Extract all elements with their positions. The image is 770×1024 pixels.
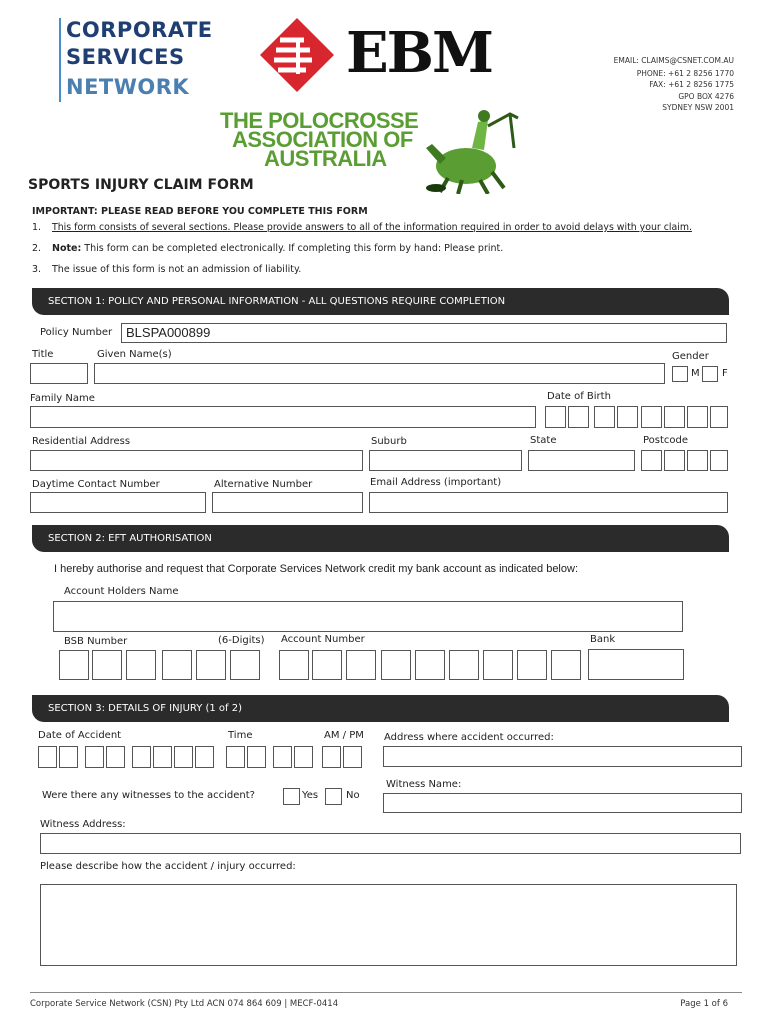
- footer-divider: [30, 992, 742, 993]
- csn-logo-line1: CORPORATE: [66, 18, 213, 42]
- bsb-digit-3[interactable]: [126, 650, 156, 680]
- csn-logo-line2: SERVICES: [66, 45, 185, 69]
- dob-label: Date of Birth: [547, 391, 611, 402]
- residential-address-label: Residential Address: [32, 436, 131, 447]
- postcode-digit-1[interactable]: [641, 450, 662, 471]
- describe-accident-textarea[interactable]: [40, 884, 737, 966]
- address-accident-field[interactable]: [383, 746, 742, 767]
- given-names-field[interactable]: [94, 363, 665, 384]
- section3-header: SECTION 3: DETAILS OF INJURY (1 of 2): [32, 695, 729, 722]
- family-name-field[interactable]: [30, 406, 536, 428]
- time-label: Time: [228, 730, 253, 741]
- state-field[interactable]: [528, 450, 635, 471]
- bsb-digit-5[interactable]: [196, 650, 226, 680]
- alternative-number-field[interactable]: [212, 492, 363, 513]
- accident-date-digit-8[interactable]: [195, 746, 214, 768]
- account-digit-9[interactable]: [551, 650, 581, 680]
- address-accident-label: Address where accident occurred:: [384, 732, 554, 743]
- contact-phone: PHONE: +61 2 8256 1770: [636, 69, 734, 78]
- given-names-label: Given Name(s): [97, 349, 172, 360]
- date-of-accident-label: Date of Accident: [38, 730, 122, 741]
- ampm-digit-1[interactable]: [322, 746, 341, 768]
- time-digit-4[interactable]: [294, 746, 313, 768]
- dob-digit-3[interactable]: [594, 406, 615, 428]
- policy-number-label: Policy Number: [40, 327, 113, 338]
- section1-header: SECTION 1: POLICY AND PERSONAL INFORMATION - ALL QUESTIONS REQUIRE COMPLETION: [32, 288, 729, 315]
- accident-date-digit-7[interactable]: [174, 746, 193, 768]
- dob-digit-5[interactable]: [641, 406, 662, 428]
- gender-m-checkbox[interactable]: [672, 366, 688, 382]
- time-digit-3[interactable]: [273, 746, 292, 768]
- polocrosse-logo-line2: ASSOCIATION OF: [232, 127, 413, 152]
- email-address-label: Email Address (important): [370, 477, 502, 488]
- witness-yes-checkbox[interactable]: [283, 788, 300, 805]
- important-item-1-num: 1.: [32, 222, 42, 233]
- dob-digit-7[interactable]: [687, 406, 708, 428]
- account-number-label: Account Number: [281, 634, 365, 645]
- important-item-3-text: The issue of this form is not an admission of liability.: [52, 264, 302, 275]
- account-digit-2[interactable]: [312, 650, 342, 680]
- ampm-label: AM / PM: [324, 730, 364, 741]
- account-holders-label: Account Holders Name: [64, 586, 179, 597]
- account-digit-5[interactable]: [415, 650, 445, 680]
- contact-email: EMAIL: CLAIMS@CSNET.COM.AU: [613, 56, 734, 65]
- alternative-number-label: Alternative Number: [214, 479, 313, 490]
- witnesses-question: Were there any witnesses to the accident?: [42, 790, 255, 801]
- footer-company: Corporate Service Network (CSN) Pty Ltd ACN 074 864 609 | MECF-0414: [30, 999, 339, 1009]
- postcode-digit-3[interactable]: [687, 450, 708, 471]
- account-digit-7[interactable]: [483, 650, 513, 680]
- footer-page-number: Page 1 of 6: [680, 999, 728, 1009]
- witness-address-label: Witness Address:: [40, 819, 126, 830]
- witness-address-field[interactable]: [40, 833, 741, 854]
- describe-accident-label: Please describe how the accident / injury occurred:: [40, 861, 296, 872]
- accident-date-digit-6[interactable]: [153, 746, 172, 768]
- section2-header: SECTION 2: EFT AUTHORISATION: [32, 525, 729, 552]
- account-holders-field[interactable]: [53, 601, 683, 632]
- time-digit-1[interactable]: [226, 746, 245, 768]
- eft-statement: I hereby authorise and request that Corporate Services Network credit my bank account as indicated below:: [54, 563, 578, 575]
- suburb-label: Suburb: [371, 436, 407, 447]
- gender-f-checkbox[interactable]: [702, 366, 718, 382]
- dob-digit-8[interactable]: [710, 406, 728, 428]
- email-address-field[interactable]: [369, 492, 728, 513]
- accident-date-digit-4[interactable]: [106, 746, 125, 768]
- form-title: SPORTS INJURY CLAIM FORM: [28, 177, 254, 193]
- ampm-digit-2[interactable]: [343, 746, 362, 768]
- gender-label: Gender: [672, 351, 709, 362]
- witness-no-label: No: [346, 790, 360, 801]
- important-item-2: [52, 243, 503, 254]
- contact-city: SYDNEY NSW 2001: [662, 103, 734, 112]
- gender-f-label: F: [722, 368, 728, 379]
- residential-address-field[interactable]: [30, 450, 363, 471]
- important-item-2-num: 2.: [32, 243, 42, 254]
- account-digit-4[interactable]: [381, 650, 411, 680]
- bsb-digit-6[interactable]: [230, 650, 260, 680]
- title-label: Title: [32, 349, 54, 360]
- important-heading: IMPORTANT: PLEASE READ BEFORE YOU COMPLETE THIS FORM: [32, 206, 368, 217]
- account-digit-6[interactable]: [449, 650, 479, 680]
- witness-name-label: Witness Name:: [386, 779, 462, 790]
- accident-date-digit-1[interactable]: [38, 746, 57, 768]
- accident-date-digit-3[interactable]: [85, 746, 104, 768]
- daytime-contact-field[interactable]: [30, 492, 206, 513]
- csn-logo-bar: [59, 18, 61, 102]
- important-item-2-text: This form can be completed electronically. If completing this form by hand: Please print.: [81, 243, 504, 254]
- account-digit-1[interactable]: [279, 650, 309, 680]
- accident-date-digit-5[interactable]: [132, 746, 151, 768]
- ebm-emblem-icon: [258, 16, 336, 94]
- state-label: State: [530, 435, 557, 446]
- postcode-digit-2[interactable]: [664, 450, 685, 471]
- gender-m-label: M: [691, 368, 700, 379]
- time-digit-2[interactable]: [247, 746, 266, 768]
- contact-fax: FAX: +61 2 8256 1775: [649, 80, 734, 89]
- bsb-label: BSB Number: [64, 636, 128, 647]
- important-item-1-text: This form consists of several sections. Please provide answers to all of the information required in order to avoid delays with your claim.: [52, 222, 692, 233]
- bsb-digits-label: (6-Digits): [218, 635, 265, 646]
- accident-date-digit-2[interactable]: [59, 746, 78, 768]
- dob-digit-6[interactable]: [664, 406, 685, 428]
- important-item-2-bold: Note:: [52, 243, 82, 254]
- dob-digit-2[interactable]: [568, 406, 589, 428]
- witness-name-field[interactable]: [383, 793, 742, 813]
- witness-yes-label: Yes: [302, 790, 319, 801]
- account-digit-3[interactable]: [346, 650, 376, 680]
- title-field[interactable]: [30, 363, 88, 384]
- bsb-digit-4[interactable]: [162, 650, 192, 680]
- polocrosse-logo-line3: AUSTRALIA: [264, 146, 387, 171]
- ebm-logo-text: EBM: [346, 20, 493, 86]
- witness-no-checkbox[interactable]: [325, 788, 342, 805]
- csn-logo-line3: NETWORK: [66, 75, 190, 99]
- daytime-contact-label: Daytime Contact Number: [32, 479, 160, 490]
- bsb-digit-1[interactable]: [59, 650, 89, 680]
- important-item-3-num: 3.: [32, 264, 42, 275]
- polocrosse-logo-line1: THE POLOCROSSE: [220, 108, 419, 133]
- bsb-digit-2[interactable]: [92, 650, 122, 680]
- policy-number-field[interactable]: BLSPA000899: [121, 323, 727, 343]
- postcode-label: Postcode: [643, 435, 689, 446]
- family-name-label: Family Name: [30, 393, 95, 404]
- contact-po-box: GPO BOX 4276: [678, 92, 734, 101]
- bank-field[interactable]: [588, 649, 684, 680]
- account-digit-8[interactable]: [517, 650, 547, 680]
- dob-digit-4[interactable]: [617, 406, 638, 428]
- polocrosse-horse-rider-icon: [418, 108, 528, 194]
- postcode-digit-4[interactable]: [710, 450, 728, 471]
- bank-label: Bank: [590, 634, 616, 645]
- dob-digit-1[interactable]: [545, 406, 566, 428]
- suburb-field[interactable]: [369, 450, 522, 471]
